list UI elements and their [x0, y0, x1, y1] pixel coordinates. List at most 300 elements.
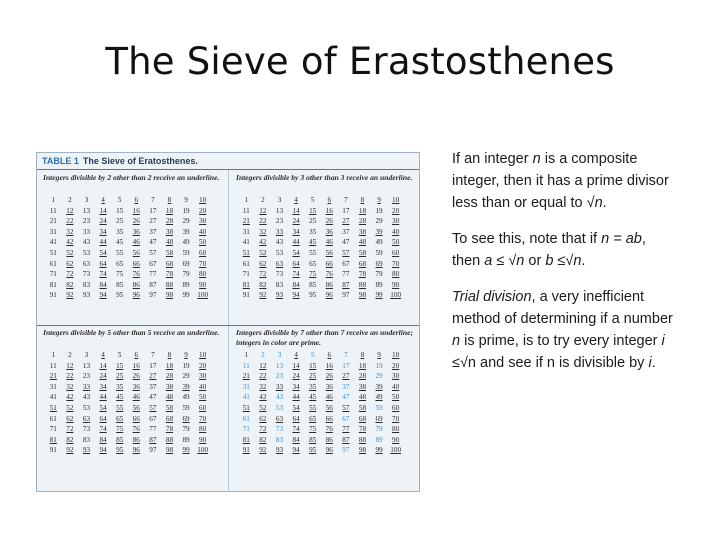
number-cell: 79 — [375, 270, 383, 279]
number-cell: 79 — [182, 425, 190, 434]
number-cell: 9 — [184, 351, 188, 359]
number-cell: 89 — [182, 435, 190, 444]
number-cell: 82 — [259, 280, 267, 289]
number-cell: 20 — [392, 206, 400, 215]
number-cell: 53 — [275, 248, 284, 257]
number-cell: 91 — [242, 291, 250, 300]
number-cell: 3 — [277, 196, 282, 204]
number-cell: 95 — [309, 291, 317, 300]
quadrant-div-3 — [230, 173, 416, 301]
number-cell: 60 — [392, 248, 400, 257]
number-cell: 25 — [116, 217, 124, 226]
number-cell: 1 — [244, 351, 249, 359]
math-expr: b ≤√n — [545, 253, 582, 269]
number-cell: 56 — [325, 248, 333, 257]
number-cell: 4 — [101, 196, 105, 204]
number-cell: 10 — [199, 196, 207, 204]
number-cell: 61 — [49, 414, 57, 423]
number-cell: 74 — [99, 425, 107, 434]
number-cell: 98 — [165, 291, 174, 300]
number-cell: 70 — [199, 259, 207, 268]
number-cell: 12 — [259, 206, 267, 215]
number-cell: 32 — [259, 227, 267, 236]
number-cell: 94 — [99, 446, 107, 455]
number-cell: 39 — [182, 382, 190, 391]
number-cell: 43 — [275, 238, 284, 247]
number-cell: 20 — [199, 206, 207, 215]
number-cell: 92 — [259, 446, 267, 455]
number-cell: 7 — [344, 196, 348, 204]
number-cell: 32 — [66, 382, 74, 391]
number-cell: 76 — [325, 270, 333, 279]
number-cell: 60 — [199, 403, 207, 412]
number-cell: 91 — [242, 446, 250, 455]
number-cell: 57 — [342, 403, 350, 412]
number-cell: 49 — [182, 393, 190, 402]
number-cell: 70 — [199, 414, 207, 423]
text-run: or — [524, 253, 546, 269]
number-cell: 66 — [132, 259, 140, 268]
number-cell: 62 — [259, 414, 267, 423]
number-cell: 65 — [116, 414, 124, 423]
number-cell: 63 — [82, 414, 91, 423]
number-cell: 49 — [375, 393, 383, 402]
number-cell: 17 — [342, 361, 350, 370]
number-cell: 84 — [292, 435, 300, 444]
number-cell: 48 — [165, 238, 174, 247]
number-cell: 20 — [199, 361, 207, 370]
math-expr: ≤√n — [452, 355, 476, 371]
number-cell: 16 — [325, 361, 333, 370]
number-cell: 48 — [358, 238, 367, 247]
number-cell: 6 — [134, 351, 139, 359]
number-cell: 72 — [66, 425, 74, 434]
number-cell: 11 — [49, 206, 57, 215]
number-cell: 87 — [149, 280, 157, 289]
number-cell: 23 — [82, 217, 91, 226]
caption-div-5: Integers divisible by 5 other than 5 receive an underline. — [43, 328, 220, 337]
number-cell: 29 — [375, 372, 383, 381]
number-cell: 2 — [261, 196, 265, 204]
number-cell: 78 — [358, 425, 367, 434]
text-run: To see this, note that if — [452, 231, 602, 247]
number-cell: 71 — [49, 270, 57, 279]
number-cell: 93 — [82, 291, 91, 300]
number-cell: 59 — [182, 403, 190, 412]
number-cell: 56 — [325, 403, 333, 412]
number-cell: 90 — [199, 435, 207, 444]
number-cell: 30 — [392, 217, 400, 226]
number-cell: 84 — [99, 435, 107, 444]
number-cell: 34 — [99, 227, 107, 236]
number-cell: 78 — [165, 270, 174, 279]
number-cell: 77 — [342, 270, 350, 279]
number-cell: 91 — [49, 291, 57, 300]
number-cell: 17 — [342, 206, 350, 215]
number-cell: 75 — [309, 270, 317, 279]
number-grid — [230, 350, 416, 456]
number-cell: 76 — [132, 425, 140, 434]
number-cell: 80 — [392, 270, 400, 279]
number-cell: 7 — [344, 351, 348, 359]
number-cell: 64 — [292, 414, 300, 423]
number-cell: 50 — [199, 393, 207, 402]
number-cell: 92 — [259, 291, 267, 300]
number-cell: 27 — [149, 372, 157, 381]
math-var: n — [452, 333, 461, 349]
number-cell: 85 — [309, 280, 317, 289]
number-cell: 31 — [242, 382, 250, 391]
number-cell: 65 — [309, 259, 317, 268]
number-cell: 85 — [116, 280, 124, 289]
number-cell: 87 — [149, 435, 157, 444]
number-cell: 76 — [132, 270, 140, 279]
number-cell: 46 — [325, 393, 333, 402]
number-cell: 73 — [275, 425, 284, 434]
text-run: . — [581, 253, 586, 269]
number-cell: 90 — [392, 280, 400, 289]
number-cell: 2 — [68, 196, 72, 204]
number-cell: 2 — [261, 351, 265, 359]
number-cell: 96 — [325, 446, 333, 455]
number-cell: 44 — [292, 393, 300, 402]
number-cell: 30 — [199, 372, 207, 381]
number-cell: 67 — [342, 414, 350, 423]
number-cell: 42 — [66, 238, 74, 247]
number-cell: 33 — [82, 382, 91, 391]
number-cell: 41 — [242, 393, 250, 402]
number-cell: 71 — [49, 425, 57, 434]
number-cell: 14 — [99, 206, 107, 215]
number-cell: 59 — [375, 403, 383, 412]
number-cell: 94 — [292, 446, 300, 455]
number-cell: 81 — [49, 435, 57, 444]
number-cell: 8 — [167, 351, 172, 359]
number-cell: 22 — [259, 217, 267, 226]
number-cell: 38 — [358, 382, 367, 391]
number-cell: 55 — [116, 248, 124, 257]
number-cell: 24 — [292, 372, 300, 381]
number-cell: 47 — [149, 393, 157, 402]
number-cell: 39 — [375, 227, 383, 236]
number-cell: 83 — [275, 280, 284, 289]
number-cell: 22 — [66, 217, 74, 226]
number-cell: 51 — [242, 248, 250, 257]
number-cell: 58 — [165, 248, 174, 257]
number-cell: 48 — [165, 393, 174, 402]
text-run: , then — [452, 231, 646, 269]
number-cell: 75 — [116, 425, 124, 434]
number-cell: 100 — [390, 446, 402, 455]
number-cell: 73 — [275, 270, 284, 279]
number-cell: 51 — [49, 403, 57, 412]
number-cell: 41 — [242, 238, 250, 247]
number-cell: 42 — [259, 393, 267, 402]
number-cell: 54 — [292, 403, 300, 412]
number-cell: 90 — [199, 280, 207, 289]
number-cell: 29 — [182, 217, 190, 226]
math-var: n — [532, 151, 541, 167]
number-cell: 85 — [116, 435, 124, 444]
number-cell: 64 — [99, 259, 107, 268]
number-grid — [230, 195, 416, 301]
number-cell: 3 — [84, 196, 89, 204]
paragraph-trial-division — [452, 286, 677, 374]
number-cell: 93 — [275, 291, 284, 300]
number-cell: 41 — [49, 393, 57, 402]
number-cell: 47 — [342, 393, 350, 402]
number-cell: 40 — [199, 382, 207, 391]
number-cell: 10 — [199, 351, 207, 359]
number-cell: 33 — [82, 227, 91, 236]
number-cell: 33 — [275, 227, 284, 236]
caption-div-2: Integers divisible by 2 other than 2 receive an underline. — [43, 173, 220, 182]
number-cell: 18 — [358, 206, 367, 215]
number-cell: 15 — [116, 206, 124, 215]
number-cell: 99 — [375, 446, 383, 455]
math-var: i — [648, 355, 652, 371]
number-cell: 81 — [242, 435, 250, 444]
number-cell: 28 — [165, 372, 174, 381]
number-cell: 66 — [132, 414, 140, 423]
number-cell: 28 — [358, 217, 367, 226]
number-cell: 75 — [309, 425, 317, 434]
number-cell: 53 — [82, 248, 91, 257]
number-cell: 77 — [149, 270, 157, 279]
number-cell: 94 — [292, 291, 300, 300]
number-cell: 26 — [325, 372, 333, 381]
number-cell: 5 — [310, 196, 315, 204]
number-cell: 58 — [358, 248, 367, 257]
number-cell: 3 — [84, 351, 89, 359]
math-var: i — [661, 333, 665, 349]
number-cell: 22 — [259, 372, 267, 381]
number-cell: 5 — [310, 351, 315, 359]
number-cell: 24 — [99, 217, 107, 226]
number-cell: 26 — [132, 217, 140, 226]
number-cell: 21 — [242, 217, 250, 226]
math-var: n — [594, 195, 603, 211]
number-cell: 37 — [342, 227, 350, 236]
text-run: . — [602, 195, 607, 211]
number-cell: 38 — [358, 227, 367, 236]
number-cell: 39 — [182, 227, 190, 236]
number-cell: 25 — [309, 372, 317, 381]
number-cell: 14 — [292, 361, 300, 370]
number-cell: 59 — [375, 248, 383, 257]
number-cell: 16 — [132, 361, 140, 370]
number-cell: 68 — [165, 259, 174, 268]
quadrant-div-5 — [37, 328, 223, 456]
number-cell: 11 — [242, 206, 250, 215]
number-cell: 70 — [392, 414, 400, 423]
number-cell: 17 — [149, 361, 157, 370]
number-cell: 46 — [325, 238, 333, 247]
number-cell: 52 — [259, 403, 267, 412]
table-horizontal-divider — [37, 325, 419, 326]
number-cell: 42 — [259, 238, 267, 247]
number-cell: 32 — [66, 227, 74, 236]
number-cell: 86 — [132, 435, 140, 444]
number-cell: 37 — [149, 382, 157, 391]
number-cell: 23 — [82, 372, 91, 381]
number-cell: 22 — [66, 372, 74, 381]
number-cell: 55 — [116, 403, 124, 412]
number-cell: 84 — [292, 280, 300, 289]
number-cell: 97 — [149, 291, 157, 300]
number-cell: 83 — [275, 435, 284, 444]
number-cell: 81 — [49, 280, 57, 289]
number-cell: 52 — [66, 248, 74, 257]
number-cell: 72 — [259, 425, 267, 434]
number-cell: 35 — [309, 227, 317, 236]
number-cell: 13 — [82, 361, 91, 370]
number-cell: 38 — [165, 382, 174, 391]
math-expr: n = ab — [601, 231, 642, 247]
number-cell: 54 — [292, 248, 300, 257]
number-cell: 9 — [377, 196, 381, 204]
number-cell: 92 — [66, 446, 74, 455]
number-cell: 89 — [375, 435, 383, 444]
table-label: TABLE 1 — [42, 156, 79, 166]
number-cell: 19 — [182, 206, 190, 215]
number-cell: 48 — [358, 393, 367, 402]
number-cell: 36 — [325, 227, 333, 236]
number-cell: 80 — [199, 425, 207, 434]
number-cell: 34 — [292, 382, 300, 391]
number-cell: 47 — [149, 238, 157, 247]
text-run: is prime, is to try every integer — [460, 333, 662, 349]
number-cell: 45 — [116, 238, 124, 247]
number-cell: 88 — [165, 280, 174, 289]
number-cell: 80 — [392, 425, 400, 434]
number-cell: 35 — [309, 382, 317, 391]
number-cell: 64 — [99, 414, 107, 423]
number-cell: 89 — [375, 280, 383, 289]
table-vertical-divider — [228, 170, 229, 492]
text-run: is a composite integer, then it has a prime divisor less than or equal to — [452, 151, 669, 211]
number-cell: 87 — [342, 435, 350, 444]
number-cell: 74 — [292, 425, 300, 434]
number-cell: 63 — [82, 259, 91, 268]
number-cell: 78 — [165, 425, 174, 434]
number-cell: 15 — [309, 361, 317, 370]
number-cell: 50 — [392, 238, 400, 247]
number-cell: 14 — [292, 206, 300, 215]
number-cell: 55 — [309, 248, 317, 257]
number-cell: 67 — [149, 414, 157, 423]
number-cell: 18 — [358, 361, 367, 370]
number-cell: 35 — [116, 227, 124, 236]
number-cell: 57 — [149, 248, 157, 257]
number-cell: 27 — [342, 372, 350, 381]
number-cell: 86 — [132, 280, 140, 289]
caption-div-7: Integers divisible by 7 other than 7 receive an underline; integers in color are prime. — [236, 328, 413, 347]
number-cell: 91 — [49, 446, 57, 455]
number-cell: 61 — [242, 414, 250, 423]
number-cell: 80 — [199, 270, 207, 279]
number-cell: 7 — [151, 196, 155, 204]
number-cell: 81 — [242, 280, 250, 289]
number-cell: 59 — [182, 248, 190, 257]
number-cell: 31 — [49, 227, 57, 236]
number-cell: 32 — [259, 382, 267, 391]
number-cell: 5 — [117, 351, 122, 359]
number-cell: 86 — [325, 435, 333, 444]
caption-div-3: Integers divisible by 3 other than 3 receive an underline. — [236, 173, 413, 182]
number-cell: 43 — [82, 393, 91, 402]
number-cell: 93 — [275, 446, 284, 455]
number-cell: 69 — [375, 259, 383, 268]
number-cell: 51 — [242, 403, 250, 412]
text-run: , a very inefficient method of determining if a number — [452, 289, 673, 327]
number-cell: 6 — [327, 351, 332, 359]
number-cell: 8 — [360, 196, 365, 204]
number-cell: 60 — [199, 248, 207, 257]
number-cell: 54 — [99, 403, 107, 412]
number-cell: 69 — [375, 414, 383, 423]
number-cell: 4 — [101, 351, 105, 359]
number-cell: 9 — [184, 196, 188, 204]
number-cell: 77 — [342, 425, 350, 434]
number-cell: 1 — [51, 351, 56, 359]
number-cell: 40 — [199, 227, 207, 236]
number-cell: 28 — [358, 372, 367, 381]
number-cell: 65 — [309, 414, 317, 423]
number-cell: 100 — [390, 291, 402, 300]
number-cell: 26 — [325, 217, 333, 226]
number-cell: 56 — [132, 248, 140, 257]
number-cell: 58 — [358, 403, 367, 412]
number-cell: 34 — [292, 227, 300, 236]
number-cell: 65 — [116, 259, 124, 268]
number-cell: 97 — [342, 291, 350, 300]
number-cell: 21 — [242, 372, 250, 381]
number-cell: 95 — [309, 446, 317, 455]
number-cell: 97 — [149, 446, 157, 455]
number-cell: 20 — [392, 361, 400, 370]
number-cell: 1 — [51, 196, 56, 204]
number-cell: 36 — [132, 227, 140, 236]
number-cell: 99 — [182, 291, 190, 300]
number-cell: 62 — [66, 414, 74, 423]
number-grid — [37, 195, 223, 301]
number-cell: 71 — [242, 425, 250, 434]
number-cell: 100 — [197, 291, 209, 300]
number-cell: 84 — [99, 280, 107, 289]
number-cell: 96 — [132, 446, 140, 455]
number-cell: 7 — [151, 351, 155, 359]
text-run: . — [651, 355, 656, 371]
number-cell: 72 — [66, 270, 74, 279]
number-cell: 4 — [294, 351, 298, 359]
number-cell: 95 — [116, 446, 124, 455]
number-cell: 82 — [259, 435, 267, 444]
number-cell: 40 — [392, 227, 400, 236]
number-cell: 9 — [377, 351, 381, 359]
number-cell: 54 — [99, 248, 107, 257]
number-cell: 33 — [275, 382, 284, 391]
number-cell: 99 — [375, 291, 383, 300]
number-cell: 19 — [375, 361, 383, 370]
number-cell: 29 — [182, 372, 190, 381]
number-cell: 96 — [132, 291, 140, 300]
number-cell: 90 — [392, 435, 400, 444]
number-cell: 62 — [66, 259, 74, 268]
number-cell: 8 — [360, 351, 365, 359]
number-cell: 68 — [165, 414, 174, 423]
number-cell: 6 — [327, 196, 332, 204]
